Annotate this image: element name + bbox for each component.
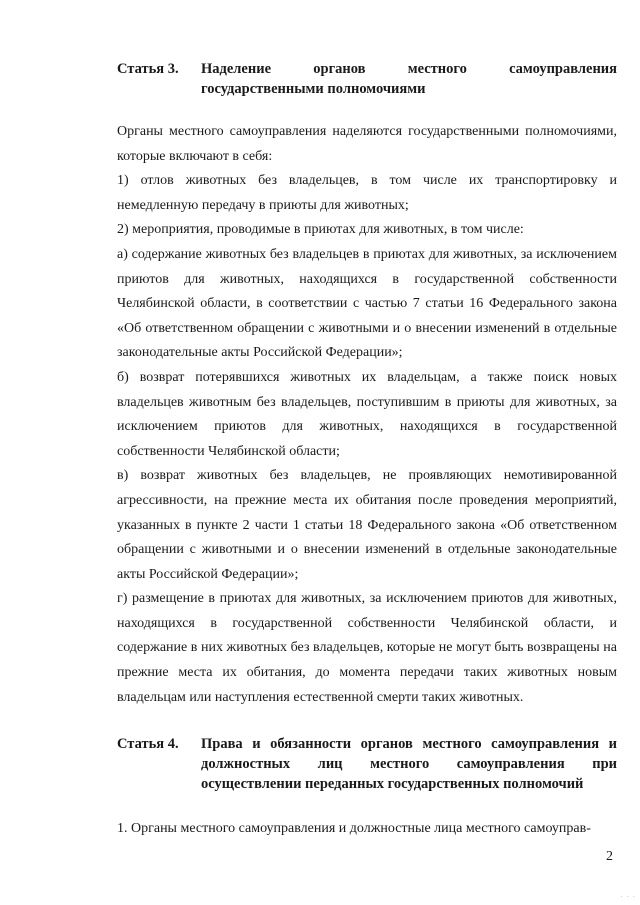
paragraph-item-b: б) возврат потерявшихся животных их владельцам, а также поиск новых владельцев животным без владельцев, поступившим в приюты для животных, за исключением приютов для животных, находящихся в государственной собственности Челябинской области;	[117, 369, 617, 459]
scan-artifact: · · ·	[620, 893, 636, 901]
paragraph-item-a: а) содержание животных без владельцев в приютах для животных, за исключением приютов для животных, находящихся в государственной собственности Челябинской области, в соответствии с частью 7 статьи 16 Федерального закона «Об ответственном обращении с животными и о внесении изменений в отдельные законодательные акты Российской Федерации»;	[117, 246, 617, 361]
paragraph-item-1: 1) отлов животных без владельцев, в том числе их транспортировку и немедленную передачу в приюты для животных;	[117, 173, 617, 213]
page-number: 2	[606, 849, 613, 864]
paragraph-intro: Органы местного самоуправления наделяются государственными полномочиями, которые включают в себя:	[117, 124, 617, 164]
article-3-body	[117, 120, 617, 710]
article-4-title: Права и обязанности органов местного самоуправления и должностных лиц местного самоуправления при осуществлении переданных государственных полномочий	[201, 736, 617, 792]
paragraph-item-2: 2) мероприятия, проводимые в приютах для животных, в том числе:	[117, 222, 524, 238]
article-4-paragraph-1: 1. Органы местного самоуправления и должностные лица местного самоуправ-	[117, 821, 591, 836]
article-4-number: Статья 4.	[117, 736, 179, 752]
paragraph-item-v: в) возврат животных без владельцев, не проявляющих немотивированной агрессивности, на прежние места их обитания после проведения мероприятий, указанных в пункте 2 части 1 статьи 18 Федерального закона «Об ответственном обращении с животными и о внесении изменений в отдельные законодательные акты Российской Федерации»;	[117, 468, 617, 582]
article-3-title: Наделение органов местного самоуправления государственными полномочиями	[201, 61, 617, 97]
article-3-number: Статья 3.	[117, 61, 179, 77]
article-4-body	[117, 817, 617, 842]
paragraph-item-g: г) размещение в приютах для животных, за исключением приютов для животных, находящихся в государственной собственности Челябинской области, и содержание в них животных без владельцев, которые не могут быть возвращены на прежние места их обитания, до момента передачи таких животных новым владельцам или наступления естественной смерти таких животных.	[117, 591, 617, 705]
